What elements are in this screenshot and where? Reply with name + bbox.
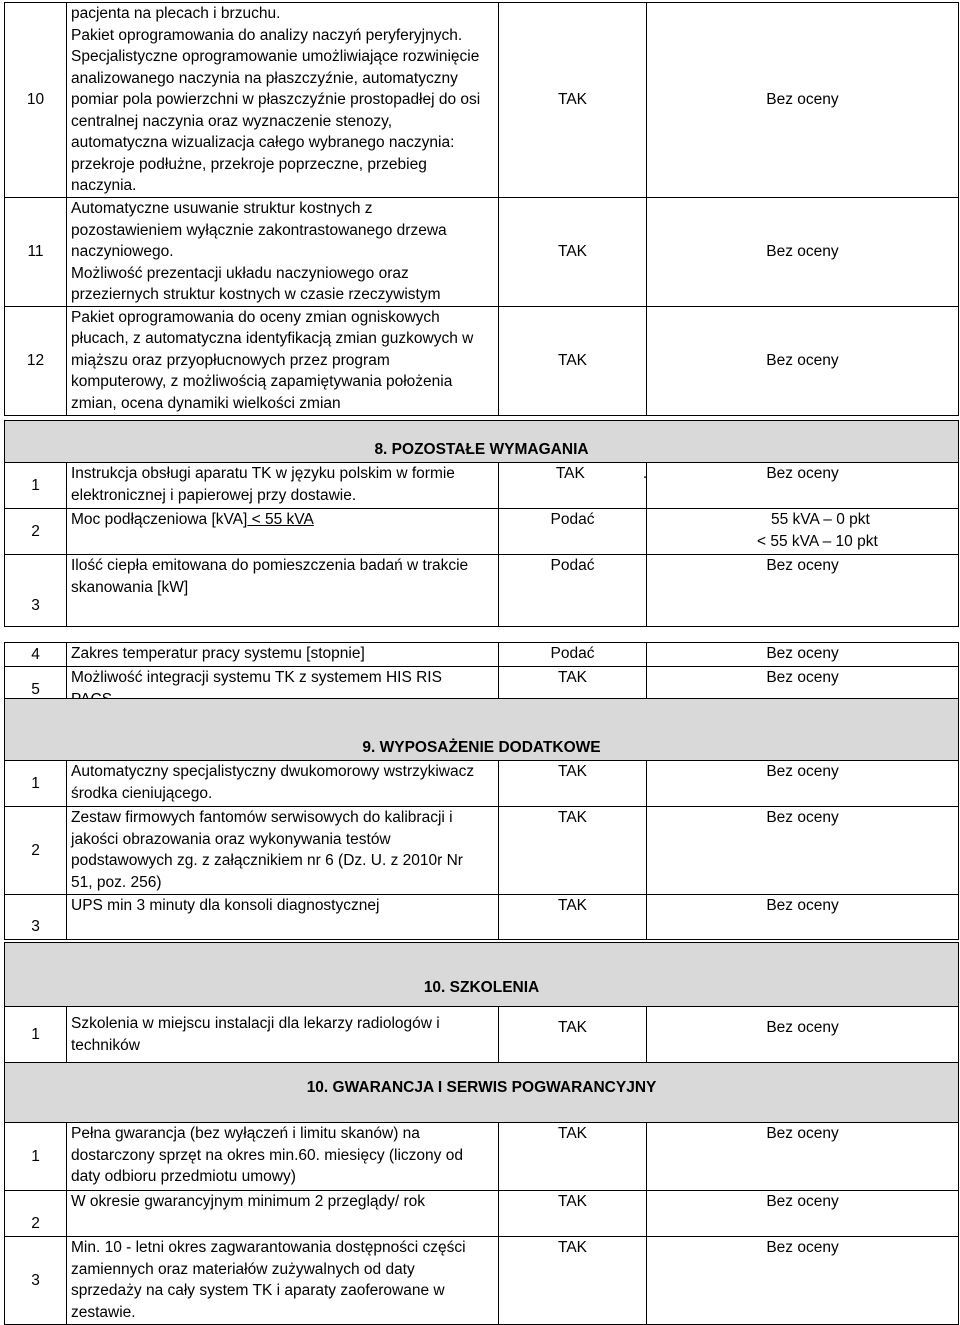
description-line: pacjenta na plecach i brzuchu. (71, 5, 281, 22)
description-line: Możliwość integracji systemu TK z systemem HIS RIS (71, 669, 442, 686)
row-description (67, 1237, 499, 1325)
description-line: pomiar pola powierzchni w płaszczyźnie prostopadłej do osi (71, 91, 481, 108)
description-line: elektronicznej i papierowej przy dostawie. (71, 486, 357, 504)
description-line: sprzedaży na cały system TK i aparaty zaoferowane w (71, 1282, 445, 1299)
description-line: pozostawieniem wyłącznie zakontrastowanego drzewa (71, 221, 447, 239)
description-line: zestawie. (71, 1303, 136, 1321)
required-value: TAK (499, 198, 647, 307)
description-line: miąższu oraz przyopłucnowych przez program (71, 351, 390, 369)
description-line: środka cieniującego. (71, 784, 213, 802)
required-value: TAK (499, 895, 647, 940)
section-title: 10. SZKOLENIA (5, 943, 959, 1007)
row-number: 11 (5, 198, 67, 307)
score-value: Bez oceny (647, 463, 959, 509)
row-description: Zakres temperatur pracy systemu [stopnie] (67, 643, 499, 667)
score-value (647, 509, 959, 555)
score-value: Bez oceny (647, 807, 959, 895)
table-row (5, 555, 959, 627)
description-label: Moc podłączeniowa [kVA] (71, 511, 248, 528)
required-value: Podać (499, 643, 647, 667)
description-line: analizowanego naczynia na płaszczyźnie, automatyczny (71, 69, 458, 87)
required-value: TAK (499, 1237, 647, 1325)
score-line: < 55 kVA – 10 pkt (757, 532, 878, 550)
row-description (67, 807, 499, 895)
row-description (67, 3, 499, 198)
table-row (5, 761, 959, 807)
description-line: przekroje podłużne, przekroje poprzeczne, przebieg (71, 155, 427, 173)
score-value: Bez oceny (647, 895, 959, 940)
description-line: Instrukcja obsługi aparatu TK w języku polskim w formie (71, 465, 455, 482)
description-line: Możliwość prezentacji układu naczyniowego oraz (71, 264, 409, 282)
required-value: TAK (499, 1123, 647, 1191)
score-value: Bez oceny (647, 761, 959, 807)
table-row (5, 643, 959, 667)
table-row (5, 198, 959, 307)
section-header-row (5, 1063, 959, 1123)
description-line: zamiennych oraz materiałów zużywalnych od daty (71, 1260, 415, 1278)
row-number: 1 (5, 761, 67, 807)
description-line: przeziernych struktur kostnych w czasie rzeczywistym (71, 286, 441, 303)
row-number: 3 (5, 555, 67, 627)
row-description: UPS min 3 minuty dla konsoli diagnostycznej (67, 895, 499, 940)
row-number: 2 (5, 807, 67, 895)
section-header-row (5, 943, 959, 1007)
score-value: Bez oceny (647, 667, 959, 713)
row-number: 2 (5, 1191, 67, 1237)
condition-text: < 55 kVA (247, 511, 314, 528)
required-value: TAK (499, 306, 647, 415)
description-line: techników (71, 1036, 140, 1054)
row-number: 1 (5, 463, 67, 509)
required-text: TAK (555, 465, 585, 482)
description-line: Automatyczny specjalistyczny dwukomorowy wstrzykiwacz (71, 763, 475, 780)
description-line: centralnej naczynia oraz wyznaczenie stenozy, (71, 112, 393, 130)
required-value: TAK (499, 3, 647, 198)
description-line: 51, poz. 256) (71, 873, 162, 891)
row-number: 1 (5, 1123, 67, 1191)
table-row (5, 807, 959, 895)
row-description (67, 555, 499, 627)
table-row (5, 3, 959, 198)
score-line: 55 kVA – 0 pkt (771, 511, 870, 528)
spec-table-section-10 (4, 942, 959, 1063)
description-line: skanowania [kW] (71, 578, 189, 596)
description-line: Pakiet oprogramowania do analizy naczyń peryferyjnych. (71, 26, 463, 44)
required-value: TAK (499, 1191, 647, 1237)
required-value: TAK (499, 1007, 647, 1063)
score-value: Bez oceny (647, 3, 959, 198)
description-line: zmian, ocena dynamiki wielkości zmian (71, 394, 341, 412)
row-number: 4 (5, 643, 67, 667)
description-line: Min. 10 - letni okres zagwarantowania dostępności części (71, 1239, 466, 1256)
row-number: 2 (5, 509, 67, 555)
description-line: komputerowy, z możliwością zapamiętywania położenia (71, 373, 453, 390)
score-value: Bez oceny (647, 643, 959, 667)
score-value: Bez oceny (647, 306, 959, 415)
score-value: Bez oceny (647, 1191, 959, 1237)
description-line: Pełna gwarancja (bez wyłączeń i limitu skanów) na (71, 1125, 420, 1142)
score-value: Bez oceny (647, 1123, 959, 1191)
table-row (5, 306, 959, 415)
description-line: automatyczna wizualizacja całego wybranego naczynia: (71, 134, 455, 151)
description-line: Pakiet oprogramowania do oceny zmian ogniskowych (71, 308, 440, 326)
description-line: jakości obrazowania oraz wykonywania testów (71, 830, 391, 848)
table-row (5, 895, 959, 940)
spec-table-section-7 (4, 2, 959, 416)
description-line: dostarczony sprzęt na okres min.60. miesięcy (liczony od (71, 1146, 463, 1164)
score-value: Bez oceny (647, 1237, 959, 1325)
row-description (67, 1123, 499, 1191)
row-description (67, 509, 499, 555)
required-value: TAK (499, 807, 647, 895)
section-title: 8. POZOSTAŁE WYMAGANIA (5, 421, 959, 463)
row-number: 1 (5, 1007, 67, 1063)
table-row (5, 1191, 959, 1237)
required-value: TAK (499, 761, 647, 807)
row-number: 3 (5, 1237, 67, 1325)
section-title: 9. WYPOSAŻENIE DODATKOWE (5, 699, 959, 761)
description-line: Automatyczne usuwanie struktur kostnych z (71, 200, 373, 217)
spec-table-section-9 (4, 698, 959, 940)
required-value: Podać (499, 555, 647, 627)
section-header-row (5, 699, 959, 761)
description-line: naczyniowego. (71, 243, 174, 260)
table-row (5, 1007, 959, 1063)
description-line: daty odbioru przedmiotu umowy) (71, 1168, 296, 1185)
description-line: płucach, z automatyczna identyfikacją zmian guzkowych w (71, 330, 474, 347)
score-value: Bez oceny (647, 555, 959, 627)
score-value: Bez oceny (647, 1007, 959, 1063)
required-value: TAK (499, 667, 647, 713)
row-description (67, 463, 499, 509)
row-number: 3 (5, 895, 67, 940)
description-line: naczynia. (71, 177, 137, 194)
description-line: Szkolenia w miejscu instalacji dla lekarzy radiologów i (71, 1015, 440, 1032)
table-row (5, 1237, 959, 1325)
spec-table-section-8 (4, 420, 959, 713)
section-title: 10. GWARANCJA I SERWIS POGWARANCYJNY (5, 1063, 959, 1123)
description-line: Ilość ciepła emitowana do pomieszczenia badań w trakcie (71, 557, 469, 574)
row-number: 5 (5, 667, 67, 713)
dot-mark: . (642, 465, 648, 482)
row-description (67, 761, 499, 807)
row-description (67, 1007, 499, 1063)
table-row (5, 463, 959, 509)
row-description: W okresie gwarancyjnym minimum 2 przeglądy/ rok (67, 1191, 499, 1237)
row-description (67, 198, 499, 307)
row-number: 10 (5, 3, 67, 198)
table-row (5, 1123, 959, 1191)
row-description (67, 306, 499, 415)
description-line: Specjalistyczne oprogramowanie umożliwiające rozwinięcie (71, 48, 480, 65)
spacer-row (5, 627, 959, 643)
row-number: 12 (5, 306, 67, 415)
description-line: Zestaw firmowych fantomów serwisowych do kalibracji i (71, 809, 453, 826)
spec-table-section-warranty (4, 1062, 959, 1325)
required-value: Podać (499, 509, 647, 555)
required-value (499, 463, 647, 509)
section-header-row (5, 421, 959, 463)
score-value: Bez oceny (647, 198, 959, 307)
table-row (5, 509, 959, 555)
description-line: podstawowych zg. z załącznikiem nr 6 (Dz. U. z 2010r Nr (71, 852, 463, 869)
